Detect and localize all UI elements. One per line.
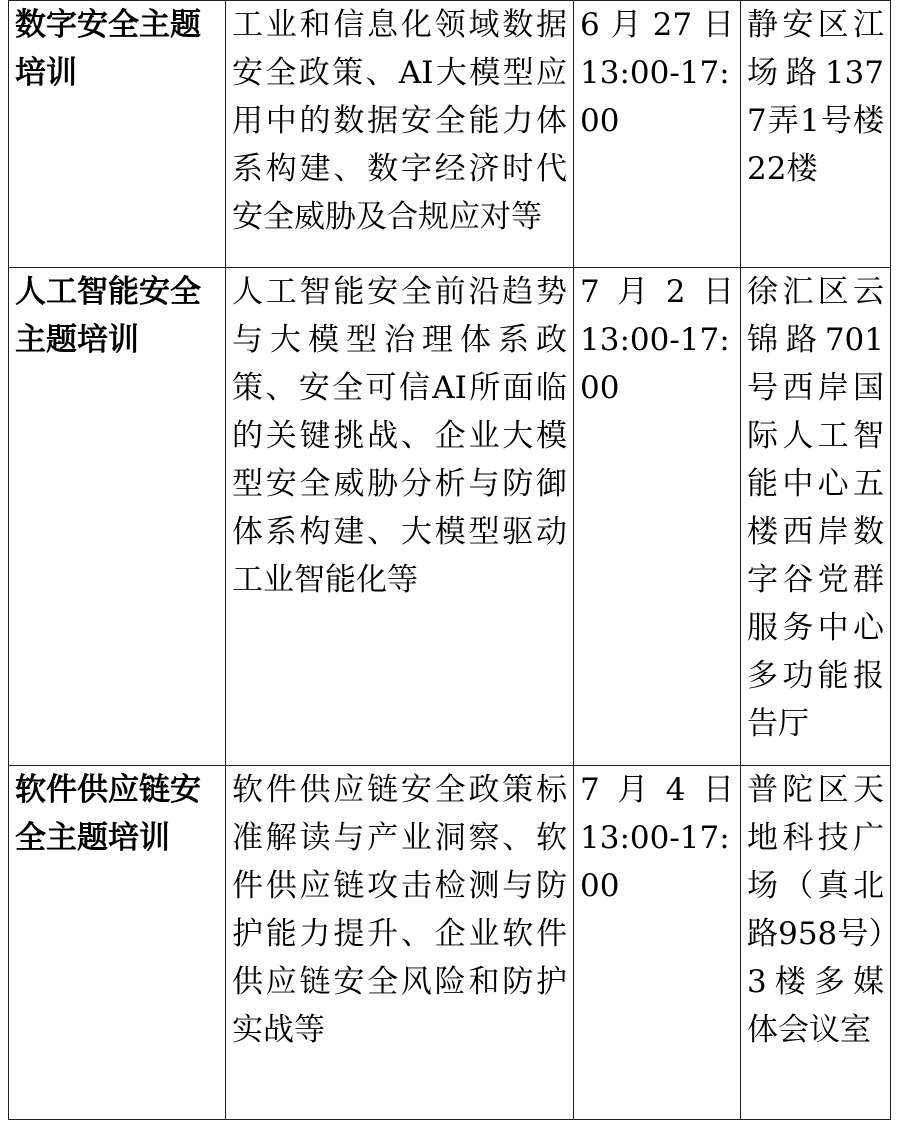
training-schedule-table xyxy=(8,0,891,1120)
training-time: 13:00-17:00 xyxy=(580,820,730,904)
training-date: 7月2日 xyxy=(580,274,734,310)
training-date: 6月27日 xyxy=(580,7,734,43)
training-title: 软件供应链安全主题培训 xyxy=(9,766,226,1120)
training-title: 人工智能安全主题培训 xyxy=(9,268,226,766)
training-content: 人工智能安全前沿趋势与大模型治理体系政策、安全可信AI所面临的关键挑战、企业大模型安全威胁分析与防御体系构建、大模型驱动工业智能化等 xyxy=(226,268,574,766)
training-content: 软件供应链安全政策标准解读与产业洞察、软件供应链攻击检测与防护能力提升、企业软件供应链安全风险和防护实战等 xyxy=(226,766,574,1120)
training-content: 工业和信息化领域数据安全政策、AI大模型应用中的数据安全能力体系构建、数字经济时代安全威胁及合规应对等 xyxy=(226,1,574,268)
training-location: 普陀区天地科技广场（真北路958号）3楼多媒体会议室 xyxy=(741,766,891,1120)
table-row xyxy=(9,1,891,268)
training-datetime xyxy=(574,268,741,766)
training-datetime xyxy=(574,766,741,1120)
table-row xyxy=(9,766,891,1120)
training-datetime xyxy=(574,1,741,268)
training-title: 数字安全主题培训 xyxy=(9,1,226,268)
table-row xyxy=(9,268,891,766)
training-location: 徐汇区云锦路701号西岸国际人工智能中心五楼西岸数字谷党群服务中心多功能报告厅 xyxy=(741,268,891,766)
training-time: 13:00-17:00 xyxy=(580,55,730,139)
training-time: 13:00-17:00 xyxy=(580,322,730,406)
training-date: 7月4日 xyxy=(580,772,734,808)
training-location: 静安区江场路1377弄1号楼22楼 xyxy=(741,1,891,268)
